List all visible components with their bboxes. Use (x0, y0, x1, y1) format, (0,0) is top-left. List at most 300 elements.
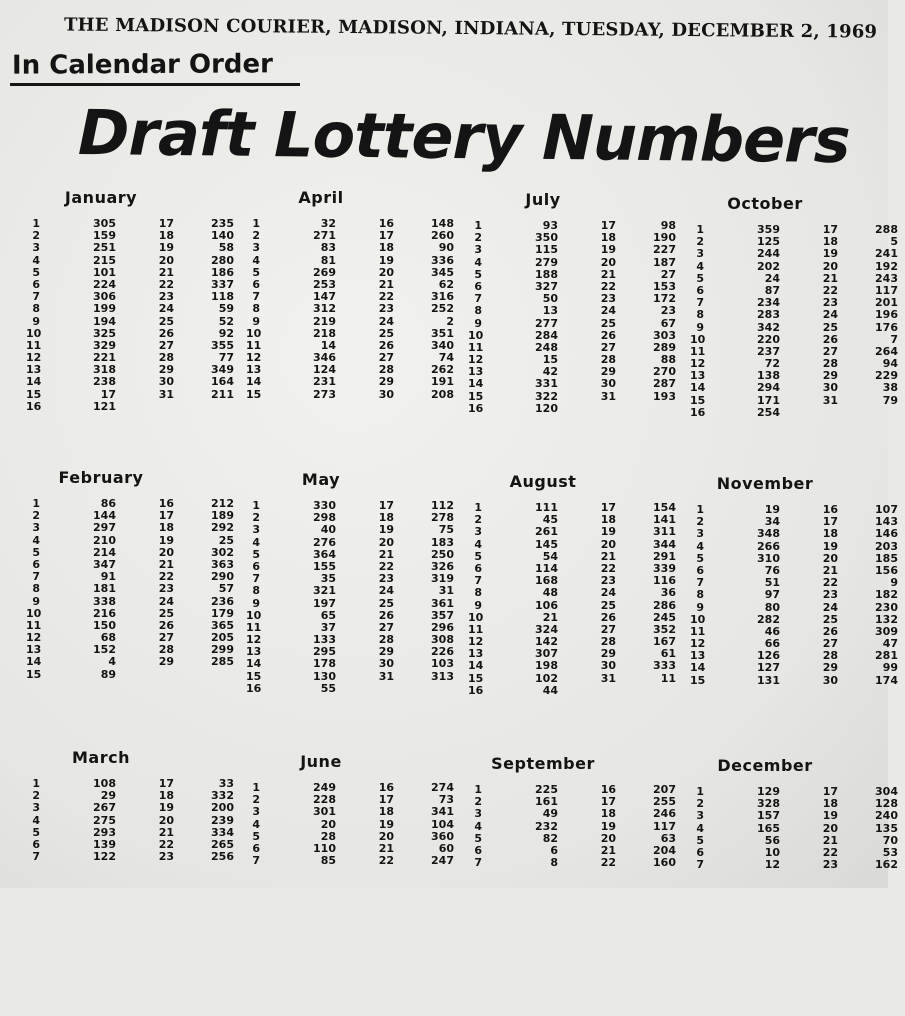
lottery-number: 253 (313, 277, 336, 291)
month-table (690, 224, 905, 419)
lottery-number: 221 (93, 351, 116, 365)
lottery-number: 40 (320, 523, 336, 537)
table-row (468, 624, 683, 636)
day-number: 13 (468, 365, 484, 379)
table-row (246, 537, 461, 549)
day-number: 27 (378, 351, 394, 365)
lottery-number: 330 (313, 499, 336, 512)
table-row (468, 293, 683, 305)
lottery-number: 97 (764, 588, 780, 602)
day-number: 16 (26, 399, 42, 413)
lottery-number: 192 (875, 259, 898, 273)
table-row (468, 808, 683, 820)
lottery-number: 55 (320, 681, 336, 695)
day-number: 17 (378, 499, 394, 512)
lottery-number: 208 (431, 387, 454, 401)
month-block-july (468, 190, 683, 450)
lottery-number: 224 (93, 277, 116, 291)
lottery-number: 304 (875, 785, 898, 798)
day-number: 18 (822, 235, 838, 249)
day-number: 16 (690, 405, 706, 419)
day-number: 21 (600, 843, 616, 857)
lottery-number: 334 (211, 825, 234, 839)
month-block-november (690, 474, 905, 734)
lottery-number: 135 (875, 821, 898, 835)
lottery-number: 265 (211, 837, 234, 851)
day-number: 17 (600, 795, 616, 809)
day-number: 24 (600, 586, 616, 600)
table-row (690, 236, 905, 248)
table-row (26, 364, 241, 376)
lottery-number: 287 (653, 377, 676, 391)
day-number: 17 (378, 229, 394, 243)
day-number: 5 (32, 825, 40, 839)
lottery-number: 118 (211, 290, 234, 304)
day-number: 5 (474, 267, 482, 281)
day-number: 14 (468, 377, 484, 391)
day-number: 4 (474, 819, 482, 833)
day-number: 27 (158, 631, 174, 645)
table-row (246, 610, 461, 622)
day-number: 12 (468, 353, 484, 367)
day-number: 6 (474, 561, 482, 575)
table-row (690, 346, 905, 358)
lottery-number: 21 (542, 610, 558, 624)
day-number: 10 (26, 606, 42, 620)
day-number: 1 (252, 781, 260, 794)
lottery-number: 352 (653, 622, 676, 636)
day-number: 15 (26, 667, 42, 681)
table-row (26, 303, 241, 315)
day-number: 14 (246, 375, 262, 389)
day-number: 26 (158, 326, 174, 340)
lottery-number: 150 (93, 618, 116, 632)
lottery-number: 283 (757, 308, 780, 322)
table-row (468, 821, 683, 833)
lottery-number: 231 (313, 375, 336, 389)
lottery-number: 193 (653, 389, 676, 403)
month-table (690, 786, 905, 871)
lottery-number: 347 (93, 557, 116, 571)
lottery-number: 91 (100, 570, 116, 584)
day-number: 21 (600, 267, 616, 281)
month-name: January (64, 188, 138, 207)
lottery-number: 46 (764, 624, 780, 638)
lottery-number: 44 (542, 683, 558, 697)
lottery-number: 62 (438, 277, 454, 291)
table-row (690, 358, 905, 370)
table-row (468, 354, 683, 366)
table-row (690, 602, 905, 614)
table-row (246, 585, 461, 597)
lottery-number: 178 (313, 657, 336, 671)
lottery-number: 183 (431, 535, 454, 549)
lottery-number: 266 (757, 539, 780, 553)
day-number: 17 (158, 509, 174, 523)
table-row (690, 589, 905, 601)
day-number: 20 (378, 265, 394, 279)
day-number: 11 (468, 340, 484, 354)
lottery-number: 13 (542, 304, 558, 318)
day-number: 24 (378, 584, 394, 598)
lottery-number: 162 (875, 858, 898, 872)
day-number: 1 (696, 503, 704, 516)
lottery-number: 313 (431, 669, 454, 683)
day-number: 10 (26, 326, 42, 340)
day-number: 3 (252, 241, 260, 255)
day-number: 1 (252, 499, 260, 512)
lottery-number: 155 (313, 559, 336, 573)
month-block-august (468, 472, 683, 732)
table-row (26, 547, 241, 559)
table-row (468, 833, 683, 845)
lottery-number: 179 (211, 606, 234, 620)
day-number: 25 (158, 606, 174, 620)
day-number: 17 (822, 223, 838, 236)
lottery-number: 348 (757, 527, 780, 541)
lottery-number: 80 (764, 600, 780, 614)
table-row (246, 340, 461, 352)
table-row (26, 389, 241, 401)
day-number: 24 (600, 304, 616, 318)
day-number: 5 (252, 547, 260, 561)
lottery-number: 326 (431, 559, 454, 573)
day-number: 26 (822, 332, 838, 346)
lottery-number: 339 (653, 561, 676, 575)
day-number: 7 (474, 292, 482, 306)
lottery-number: 161 (535, 795, 558, 809)
day-number: 19 (822, 539, 838, 553)
lottery-number: 144 (93, 509, 116, 523)
table-row (690, 261, 905, 273)
day-number: 19 (158, 241, 174, 255)
table-row (26, 230, 241, 242)
table-row (468, 366, 683, 378)
day-number: 28 (378, 363, 394, 377)
lottery-number: 45 (542, 513, 558, 527)
lottery-number: 251 (93, 241, 116, 255)
lottery-number: 164 (211, 375, 234, 389)
lottery-number: 58 (218, 241, 234, 255)
lottery-number: 110 (313, 841, 336, 855)
lottery-number: 129 (757, 785, 780, 798)
table-row (468, 660, 683, 672)
table-row (246, 376, 461, 388)
table-row (246, 671, 461, 683)
day-number: 6 (32, 557, 40, 571)
lottery-number: 66 (764, 637, 780, 651)
day-number: 16 (468, 401, 484, 415)
table-row (468, 244, 683, 256)
lottery-number: 181 (93, 582, 116, 596)
table-row (26, 218, 241, 230)
lottery-number: 302 (211, 545, 234, 559)
lottery-number: 133 (313, 633, 336, 647)
day-number: 19 (600, 243, 616, 257)
month-table (26, 778, 241, 863)
table-row (690, 224, 905, 236)
lottery-number: 344 (653, 537, 676, 551)
day-number: 7 (252, 290, 260, 304)
day-number: 15 (246, 669, 262, 683)
day-number: 22 (600, 279, 616, 293)
lottery-number: 59 (218, 302, 234, 316)
lottery-number: 199 (93, 302, 116, 316)
day-number: 5 (474, 831, 482, 845)
lottery-number: 157 (757, 809, 780, 823)
lottery-number: 349 (211, 363, 234, 377)
day-number: 11 (690, 344, 706, 358)
month-name: April (298, 188, 344, 207)
lottery-number: 267 (93, 801, 116, 815)
day-number: 29 (822, 661, 838, 675)
day-number: 28 (822, 649, 838, 663)
table-row (468, 391, 683, 403)
lottery-number: 68 (100, 631, 116, 645)
table-row (246, 242, 461, 254)
lottery-number: 107 (875, 503, 898, 516)
lottery-number: 290 (211, 570, 234, 584)
lottery-number: 336 (431, 253, 454, 267)
lottery-number: 190 (653, 231, 676, 245)
day-number: 22 (600, 856, 616, 870)
table-row (690, 504, 905, 516)
lottery-number: 6 (550, 843, 558, 857)
day-number: 12 (690, 637, 706, 651)
day-number: 18 (378, 511, 394, 525)
day-number: 11 (26, 618, 42, 632)
lottery-number: 63 (660, 831, 676, 845)
day-number: 19 (378, 817, 394, 831)
lottery-number: 276 (313, 535, 336, 549)
table-row (246, 658, 461, 670)
lottery-number: 124 (313, 363, 336, 377)
day-number: 4 (474, 255, 482, 269)
day-number: 1 (252, 217, 260, 230)
month-table (246, 218, 461, 401)
day-number: 3 (32, 521, 40, 535)
day-number: 6 (252, 277, 260, 291)
table-row (26, 851, 241, 863)
day-number: 20 (158, 545, 174, 559)
day-number: 12 (26, 631, 42, 645)
day-number: 2 (32, 789, 40, 803)
lottery-number: 186 (211, 265, 234, 279)
table-row (468, 612, 683, 624)
lottery-number: 240 (875, 809, 898, 823)
lottery-number: 89 (100, 667, 116, 681)
day-number: 18 (822, 797, 838, 811)
lottery-number: 316 (431, 290, 454, 304)
lottery-number: 246 (653, 807, 676, 821)
table-row (26, 815, 241, 827)
lottery-number: 154 (653, 501, 676, 514)
lottery-number: 324 (535, 622, 558, 636)
day-number: 28 (158, 643, 174, 657)
day-number: 3 (696, 809, 704, 823)
day-number: 9 (474, 316, 482, 330)
day-number: 13 (690, 369, 706, 383)
table-row (246, 524, 461, 536)
table-row (246, 831, 461, 843)
table-row (246, 646, 461, 658)
day-number: 14 (246, 657, 262, 671)
lottery-number: 153 (653, 279, 676, 293)
lottery-number: 74 (438, 351, 454, 365)
lottery-number: 215 (93, 253, 116, 267)
table-row (26, 632, 241, 644)
lottery-number: 14 (320, 338, 336, 352)
day-number: 2 (474, 231, 482, 245)
day-number: 20 (600, 537, 616, 551)
lottery-number: 165 (757, 821, 780, 835)
day-number: 17 (600, 501, 616, 514)
lottery-number: 284 (535, 328, 558, 342)
day-number: 27 (822, 637, 838, 651)
lottery-number: 4 (108, 655, 116, 669)
month-block-september (468, 754, 683, 1014)
day-number: 16 (378, 217, 394, 230)
day-number: 1 (474, 219, 482, 232)
table-row (246, 683, 461, 695)
day-number: 17 (600, 219, 616, 232)
lottery-number: 197 (313, 596, 336, 610)
table-row (690, 650, 905, 662)
lottery-number: 116 (653, 574, 676, 588)
lottery-number: 23 (660, 304, 676, 318)
lottery-number: 148 (431, 217, 454, 230)
lottery-number: 331 (535, 377, 558, 391)
lottery-number: 332 (211, 789, 234, 803)
day-number: 2 (696, 235, 704, 249)
lottery-number: 237 (757, 344, 780, 358)
table-row (468, 845, 683, 857)
day-number: 18 (378, 241, 394, 255)
day-number: 21 (158, 265, 174, 279)
table-row (246, 500, 461, 512)
lottery-number: 93 (542, 219, 558, 232)
day-number: 2 (32, 229, 40, 243)
table-row (690, 786, 905, 798)
day-number: 24 (158, 594, 174, 608)
lottery-number: 127 (757, 661, 780, 675)
table-row (468, 514, 683, 526)
lottery-number: 212 (211, 497, 234, 510)
table-row (468, 281, 683, 293)
day-number: 7 (696, 296, 704, 310)
day-number: 11 (26, 338, 42, 352)
day-number: 19 (378, 523, 394, 537)
day-number: 5 (474, 549, 482, 563)
table-row (468, 784, 683, 796)
lottery-number: 38 (882, 381, 898, 395)
lottery-number: 29 (100, 789, 116, 803)
day-number: 26 (600, 610, 616, 624)
table-row (26, 839, 241, 851)
day-number: 16 (246, 681, 262, 695)
day-number: 11 (246, 620, 262, 634)
day-number: 29 (158, 655, 174, 669)
lottery-number: 156 (875, 563, 898, 577)
day-number: 23 (158, 290, 174, 304)
day-number: 4 (252, 535, 260, 549)
table-row (690, 248, 905, 260)
day-number: 26 (378, 338, 394, 352)
lottery-number: 350 (535, 231, 558, 245)
table-row (26, 790, 241, 802)
day-number: 23 (158, 850, 174, 864)
day-number: 25 (158, 314, 174, 328)
day-number: 13 (26, 643, 42, 657)
day-number: 12 (26, 351, 42, 365)
lottery-number: 278 (431, 511, 454, 525)
day-number: 12 (690, 357, 706, 371)
day-number: 3 (252, 805, 260, 819)
day-number: 22 (822, 576, 838, 590)
lottery-number: 2 (446, 314, 454, 328)
lottery-number: 86 (100, 497, 116, 510)
table-row (246, 316, 461, 328)
table-row (246, 634, 461, 646)
day-number: 6 (32, 837, 40, 851)
lottery-number: 77 (218, 351, 234, 365)
lottery-number: 239 (211, 813, 234, 827)
table-row (468, 378, 683, 390)
lottery-number: 355 (211, 338, 234, 352)
table-row (246, 561, 461, 573)
lottery-number: 328 (757, 797, 780, 811)
day-number: 22 (822, 283, 838, 297)
day-number: 19 (158, 801, 174, 815)
lottery-number: 292 (211, 521, 234, 535)
lottery-number: 5 (890, 235, 898, 249)
lottery-number: 310 (757, 551, 780, 565)
day-number: 12 (246, 351, 262, 365)
lottery-number: 204 (653, 843, 676, 857)
lottery-number: 311 (653, 525, 676, 539)
day-number: 29 (600, 647, 616, 661)
day-number: 17 (158, 777, 174, 790)
lottery-number: 301 (313, 805, 336, 819)
day-number: 8 (696, 308, 704, 322)
day-number: 31 (600, 671, 616, 685)
month-name: August (509, 472, 577, 491)
day-number: 10 (690, 332, 706, 346)
day-number: 29 (378, 375, 394, 389)
day-number: 18 (158, 789, 174, 803)
lottery-number: 229 (875, 369, 898, 383)
day-number: 6 (474, 843, 482, 857)
day-number: 23 (600, 292, 616, 306)
table-row (690, 297, 905, 309)
table-row (246, 255, 461, 267)
day-number: 3 (32, 241, 40, 255)
day-number: 7 (696, 576, 704, 590)
kicker-underline (10, 83, 300, 86)
lottery-number: 338 (93, 594, 116, 608)
table-row (690, 334, 905, 346)
lottery-number: 309 (875, 624, 898, 638)
table-row (26, 242, 241, 254)
day-number: 27 (600, 622, 616, 636)
table-row (246, 573, 461, 585)
lottery-number: 360 (431, 829, 454, 843)
day-number: 23 (822, 858, 838, 872)
day-number: 31 (158, 387, 174, 401)
day-number: 30 (822, 673, 838, 687)
day-number: 6 (696, 845, 704, 859)
lottery-number: 214 (93, 545, 116, 559)
